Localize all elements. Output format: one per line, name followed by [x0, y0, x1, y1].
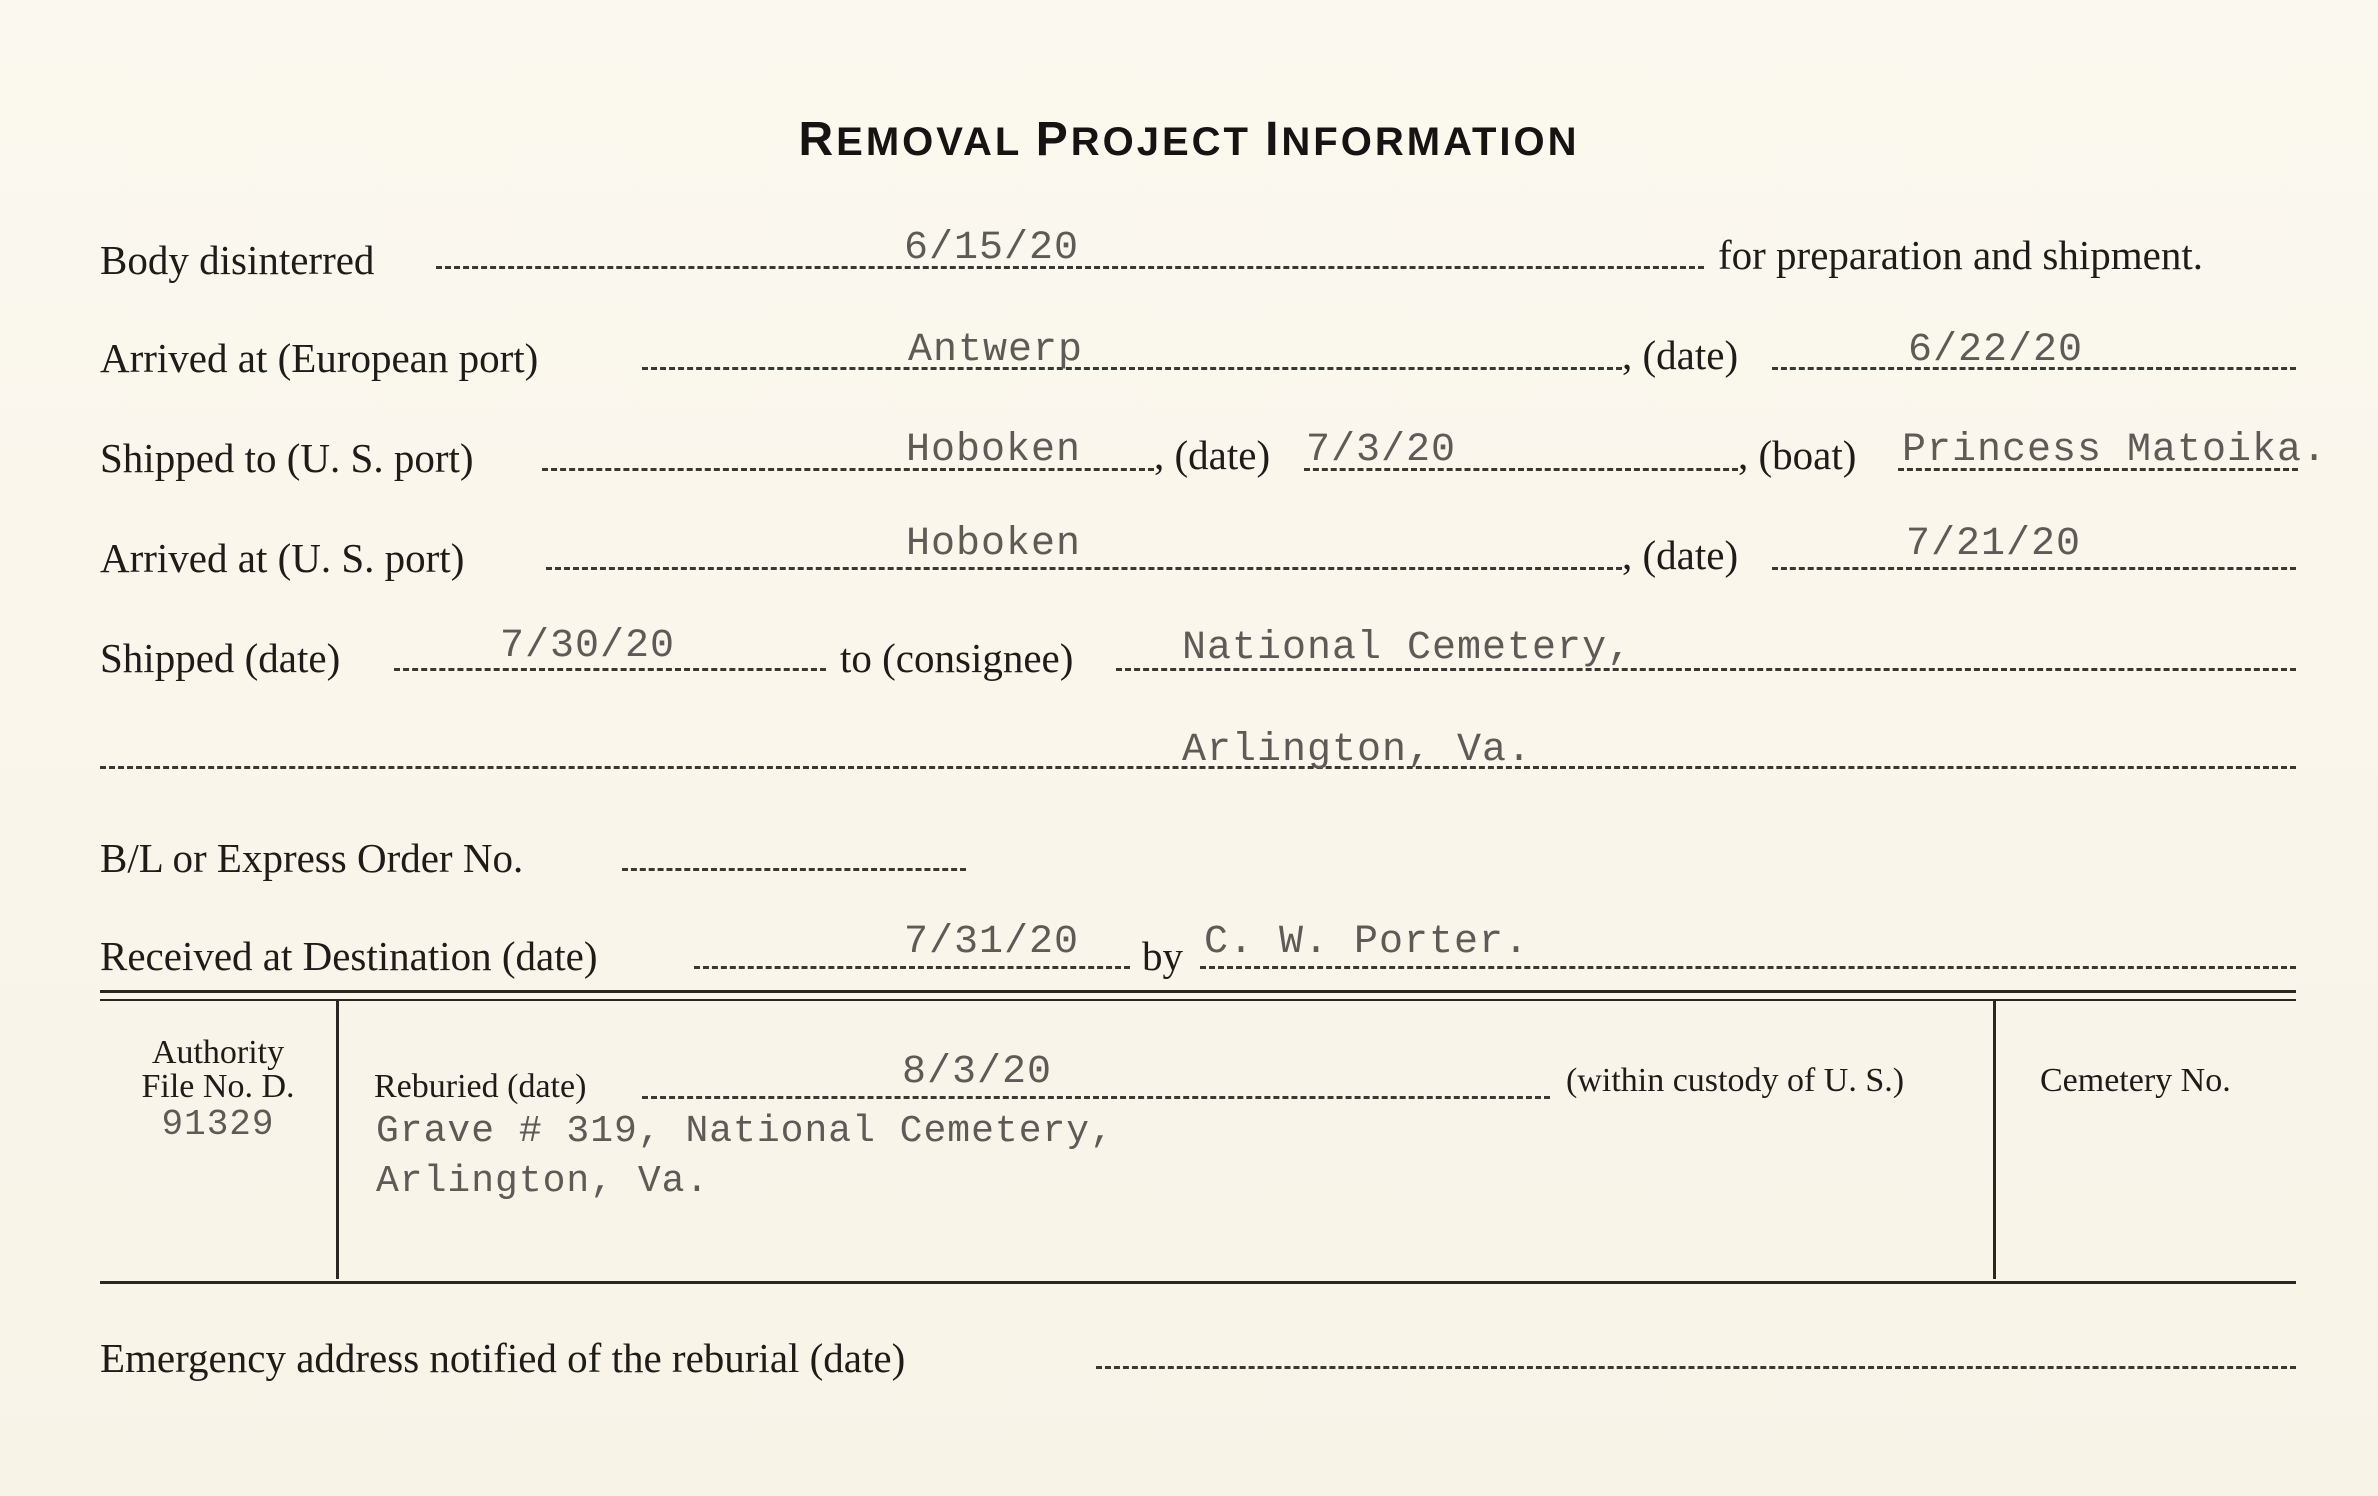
box-bottom-rule	[100, 1281, 2296, 1284]
arrived-us-date-value: 7/21/20	[1906, 522, 2082, 567]
shipped-us-date-value: 7/3/20	[1306, 428, 1457, 473]
received-date-line	[694, 966, 1130, 969]
arrived-us-date-line	[1772, 567, 2296, 570]
arrived-european-date-value: 6/22/20	[1908, 328, 2084, 373]
arrived-us-port-label: Arrived at (U. S. port)	[100, 535, 465, 581]
file-no-value: 91329	[161, 1104, 275, 1145]
arrived-european-port-label: Arrived at (European port)	[100, 335, 539, 381]
cemetery-no-label: Cemetery No.	[2040, 1062, 2231, 1099]
page-title	[0, 112, 2378, 167]
shipped-us-port-value: Hoboken	[906, 428, 1082, 473]
title-word-1: EMOVAL	[836, 120, 1022, 164]
arrived-european-date-label: , (date)	[1622, 332, 1739, 378]
received-by-label: by	[1142, 933, 1183, 979]
arrived-us-port-value: Hoboken	[906, 522, 1082, 567]
reburied-date-label: Reburied (date)	[374, 1068, 587, 1105]
received-date-value: 7/31/20	[904, 920, 1080, 965]
double-rule-bottom	[100, 999, 2296, 1001]
authority-label: Authority	[151, 1034, 285, 1071]
received-destination-label: Received at Destination (date)	[100, 933, 598, 979]
arrived-us-port-line	[546, 567, 1622, 570]
consignee-value-line-1: National Cemetery,	[1182, 626, 1633, 671]
preparation-shipment-text: for preparation and shipment.	[1718, 232, 2204, 278]
arrived-european-port-line	[642, 367, 1622, 370]
custody-label: (within custody of U. S.)	[1566, 1062, 1905, 1099]
box-divider-left	[336, 1001, 339, 1279]
shipped-date-label: Shipped (date)	[100, 635, 341, 681]
shipped-us-date-label: , (date)	[1154, 432, 1271, 478]
emergency-address-label: Emergency address notified of the reburial (date)	[100, 1335, 906, 1381]
title-word-2: ROJECT	[1070, 120, 1251, 164]
grave-line-1: Grave # 319, National Cemetery,	[376, 1110, 1114, 1153]
bl-order-line	[622, 868, 966, 871]
consignee-value-line-2: Arlington, Va.	[1182, 728, 1533, 773]
box-divider-right	[1993, 1001, 1996, 1279]
bl-order-label: B/L or Express Order No.	[100, 835, 524, 881]
shipped-us-port-label: Shipped to (U. S. port)	[100, 435, 474, 481]
received-by-value: C. W. Porter.	[1204, 920, 1530, 965]
consignee-label: to (consignee)	[840, 635, 1074, 681]
title-initial-3: I	[1265, 113, 1282, 166]
boat-label: , (boat)	[1738, 432, 1857, 478]
shipped-date-value: 7/30/20	[500, 624, 676, 669]
boat-value: Princess Matoika.	[1902, 428, 2328, 473]
emergency-date-line	[1096, 1366, 2296, 1369]
title-initial-1: R	[798, 113, 837, 166]
reburied-date-line	[642, 1096, 1550, 1099]
arrived-us-date-label: , (date)	[1622, 532, 1739, 578]
reburied-date-value: 8/3/20	[902, 1050, 1053, 1095]
body-disinterred-value: 6/15/20	[904, 226, 1080, 271]
received-by-line	[1200, 966, 2296, 969]
arrived-european-port-value: Antwerp	[908, 328, 1084, 373]
file-no-label: File No. D.	[141, 1068, 295, 1105]
title-initial-2: P	[1035, 113, 1071, 166]
body-disinterred-label: Body disinterred	[100, 237, 375, 283]
grave-line-2: Arlington, Va.	[376, 1160, 710, 1203]
double-rule-top	[100, 990, 2296, 993]
title-word-3: NFORMATION	[1281, 120, 1580, 164]
